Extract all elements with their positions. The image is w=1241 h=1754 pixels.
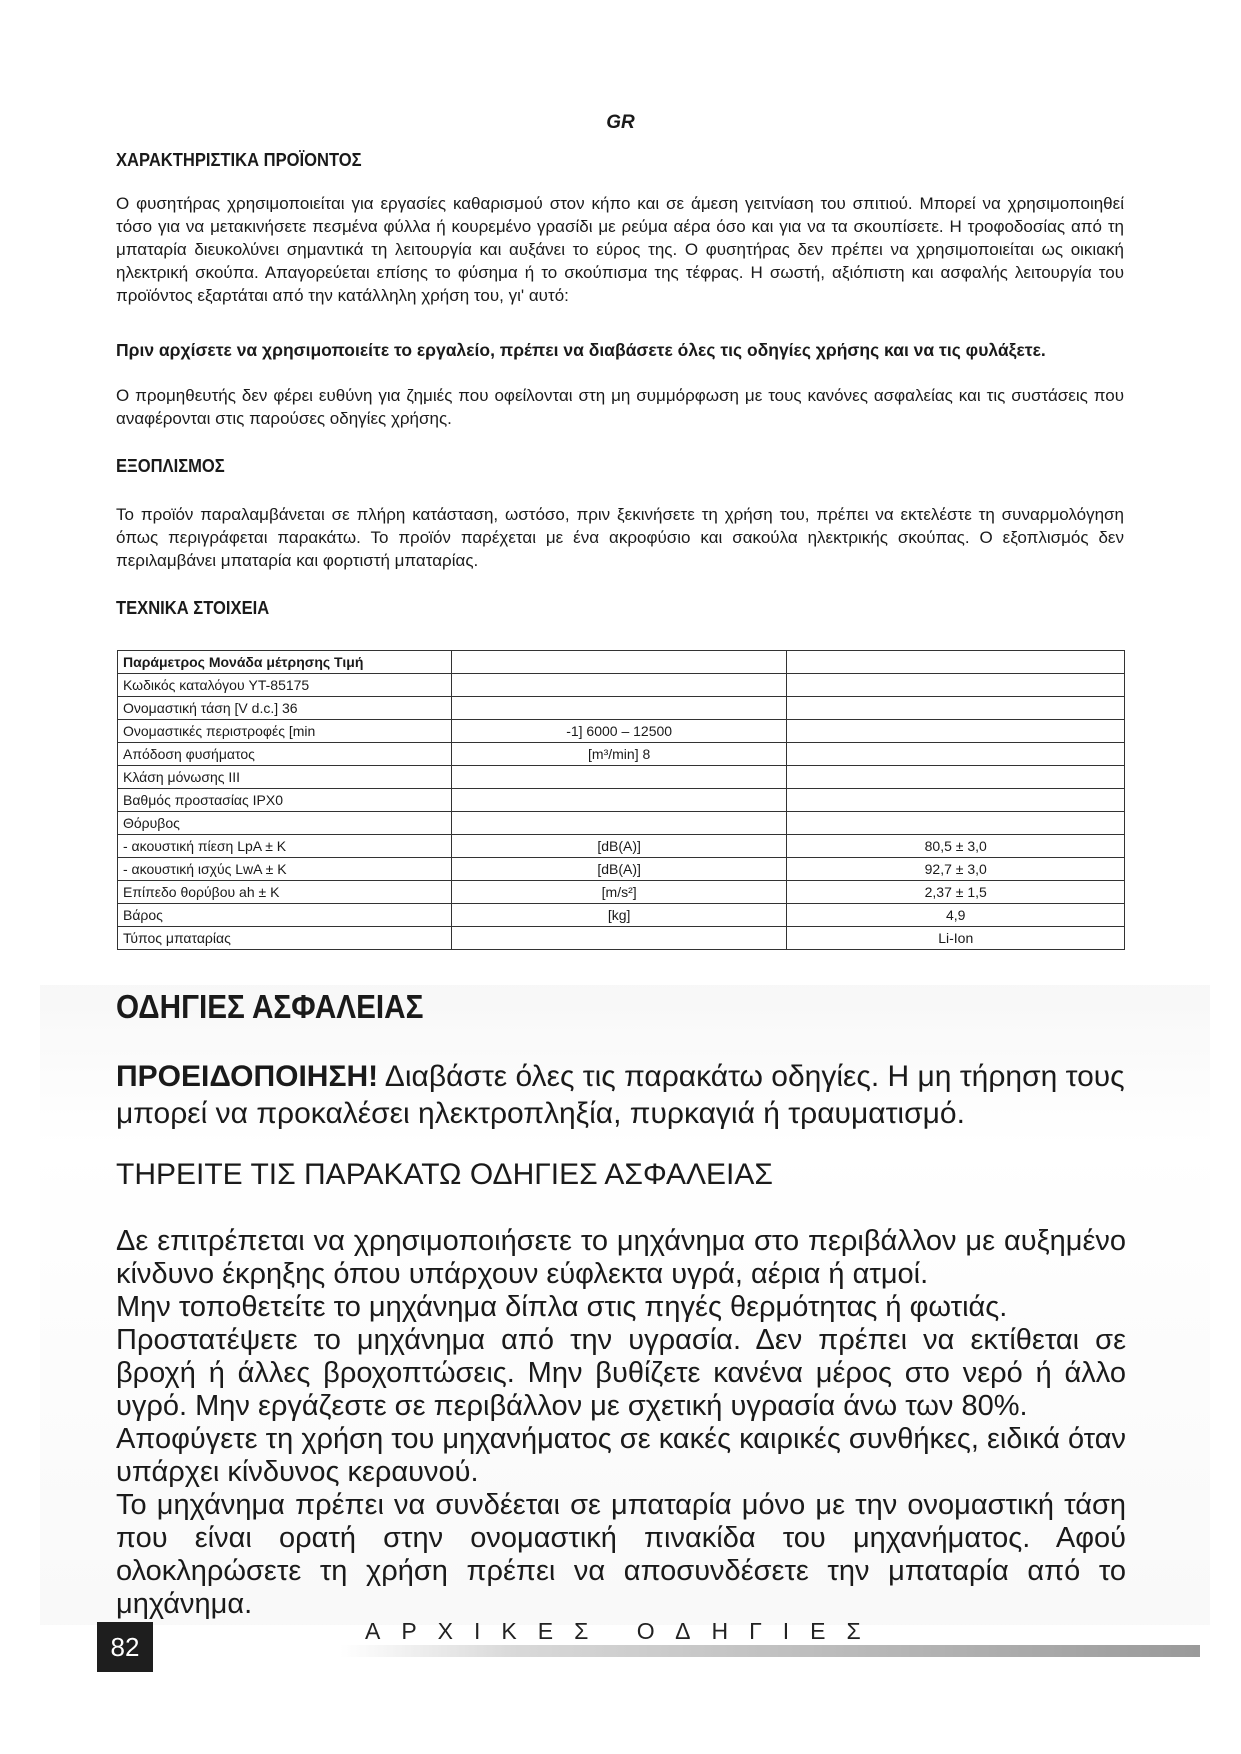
technical-data-title: ΤΕΧΝΙΚΑ ΣΤΟΙΧΕΙΑ xyxy=(116,598,270,618)
table-row: - ακουστική ισχύς LwA ± K [dB(A)] 92,7 ± 3,0 xyxy=(118,858,1125,881)
equipment-paragraph: Το προϊόν παραλαμβάνεται σε πλήρη κατάσταση, ωστόσο, πριν ξεκινήσετε τη χρήση του, πρέπει να εκτελέστε τη συναρμολόγηση όπως περιγράφεται παρακάτω. Το προϊόν παρέχεται με ένα ακροφύσιο και σακούλα ηλεκτρικής σκούπας. Ο εξοπλισμός δεν περιλαμβάνει μπαταρία και φορτιστή μπαταρίας. xyxy=(116,505,1124,570)
footer-gradient-bar xyxy=(340,1645,1200,1657)
table-row: Ονομαστικές περιστροφές [min -1] 6000 – 12500 xyxy=(118,720,1125,743)
safety-subtitle: ΤΗΡΕΙΤΕ ΤΙΣ ΠΑΡΑΚΑΤΩ ΟΔΗΓΙΕΣ ΑΣΦΑΛΕΙΑΣ xyxy=(116,1158,773,1191)
table-row: Επίπεδο θορύβου ah ± K [m/s²] 2,37 ± 1,5 xyxy=(118,881,1125,904)
table-row: Ονομαστική τάση [V d.c.] 36 xyxy=(118,697,1125,720)
safety-paragraph: Προστατέψετε το μηχάνημα από την υγρασία. Δεν πρέπει να εκτίθεται σε βροχή ή άλλες βροχοπτώσεις. Μην βυθίζετε κανένα μέρος στο νερό ή άλλο υγρό. Μην εργάζεστε σε περιβάλλον με σχετική υγρασία άνω των 80%. xyxy=(116,1324,1126,1422)
safety-paragraph: Αποφύγετε τη χρήση του μηχανήματος σε κακές καιρικές συνθήκες, ειδικά όταν υπάρχει κίνδυνος κεραυνού. xyxy=(116,1423,1126,1488)
table-row: Κλάση μόνωσης III xyxy=(118,766,1125,789)
language-code: GR xyxy=(606,112,635,133)
warning-paragraph xyxy=(116,1058,1126,1132)
warning-label: ΠΡΟΕΙΔΟΠΟΙΗΣΗ! xyxy=(116,1060,379,1093)
page-number: 82 xyxy=(97,1622,153,1672)
table-row: Κωδικός καταλόγου YT-85175 xyxy=(118,674,1125,697)
table-row: - ακουστική πίεση LpA ± K [dB(A)] 80,5 ± 3,0 xyxy=(118,835,1125,858)
safety-paragraph: Δε επιτρέπεται να χρησιμοποιήσετε το μηχάνημα στο περιβάλλον με αυξημένο κίνδυνο έκρηξης όπου υπάρχουν εύφλεκτα υγρά, αέρια ή ατμοί. xyxy=(116,1225,1126,1290)
product-features-title: ΧΑΡΑΚΤΗΡΙΣΤΙΚΑ ΠΡΟΪΟΝΤΟΣ xyxy=(116,150,362,170)
table-row: Απόδοση φυσήματος [m³/min] 8 xyxy=(118,743,1125,766)
table-header-cell: Παράμετρος Μονάδα μέτρησης Τιμή xyxy=(118,651,452,674)
read-instructions-notice: Πριν αρχίσετε να χρησιμοποιείτε το εργαλείο, πρέπει να διαβάσετε όλες τις οδηγίες χρήσης και να τις φυλάξετε. xyxy=(116,340,1046,360)
liability-paragraph: Ο προμηθευτής δεν φέρει ευθύνη για ζημιές που οφείλονται στη μη συμμόρφωση με τους κανόνες ασφαλείας και τις συστάσεις που αναφέρονται στις παρούσες οδηγίες χρήσης. xyxy=(116,386,1124,428)
table-row: Βαθμός προστασίας IPX0 xyxy=(118,789,1125,812)
table-row: Βάρος [kg] 4,9 xyxy=(118,904,1125,927)
table-header-row xyxy=(118,651,1125,674)
table-row: Τύπος μπαταρίας Li-Ion xyxy=(118,927,1125,950)
technical-data-table xyxy=(117,650,1125,950)
safety-paragraph: Μην τοποθετείτε το μηχάνημα δίπλα στις πηγές θερμότητας ή φωτιάς. xyxy=(116,1291,1008,1323)
equipment-title: ΕΞΟΠΛΙΣΜΟΣ xyxy=(116,456,225,476)
warning-text: Διαβάστε όλες τις παρακάτω οδηγίες. Η μη τήρηση τους μπορεί να προκαλέσει ηλεκτροπληξία, πυρκαγιά ή τραυματισμό. xyxy=(116,1060,1125,1130)
product-features-paragraph: Ο φυσητήρας χρησιμοποιείται για εργασίες καθαρισμού στον κήπο και σε άμεση γειτνίαση του σπιτιού. Μπορεί να χρησιμοποιηθεί τόσο για να μετακινήσετε πεσμένα φύλλα ή κουρεμένο γρασίδι με ρεύμα αέρα όσο και για να τα σκουπίσετε. Η τροφοδοσίας από τη μπαταρία διευκολύνει σημαντικά τη λειτουργία και αυξάνει το εύρος της. Ο φυσητήρας δεν πρέπει να χρησιμοποιείται ως οικιακή ηλεκτρική σκούπα. Απαγορεύεται επίσης το φύσημα ή το σκούπισμα της τέφρας. Η σωστή, αξιόπιστη και ασφαλής λειτουργία του προϊόντος εξαρτάται από την κατάλληλη χρήση του, γι' αυτό: xyxy=(116,194,1124,305)
table-row: Θόρυβος xyxy=(118,812,1125,835)
safety-instructions-title: ΟΔΗΓΙΕΣ ΑΣΦΑΛΕΙΑΣ xyxy=(116,988,424,1025)
running-title: ΑΡΧΙΚΕΣ ΟΔΗΓΙΕΣ xyxy=(365,1618,882,1644)
safety-paragraph: Το μηχάνημα πρέπει να συνδέεται σε μπαταρία μόνο με την ονομαστική τάση που είναι ορατή στην ονομαστική πινακίδα του μηχανήματος. Αφού ολοκληρώσετε τη χρήση πρέπει να αποσυνδέσετε την μπαταρία από το μηχάνημα. xyxy=(116,1489,1126,1620)
safety-body xyxy=(116,1225,1126,1621)
